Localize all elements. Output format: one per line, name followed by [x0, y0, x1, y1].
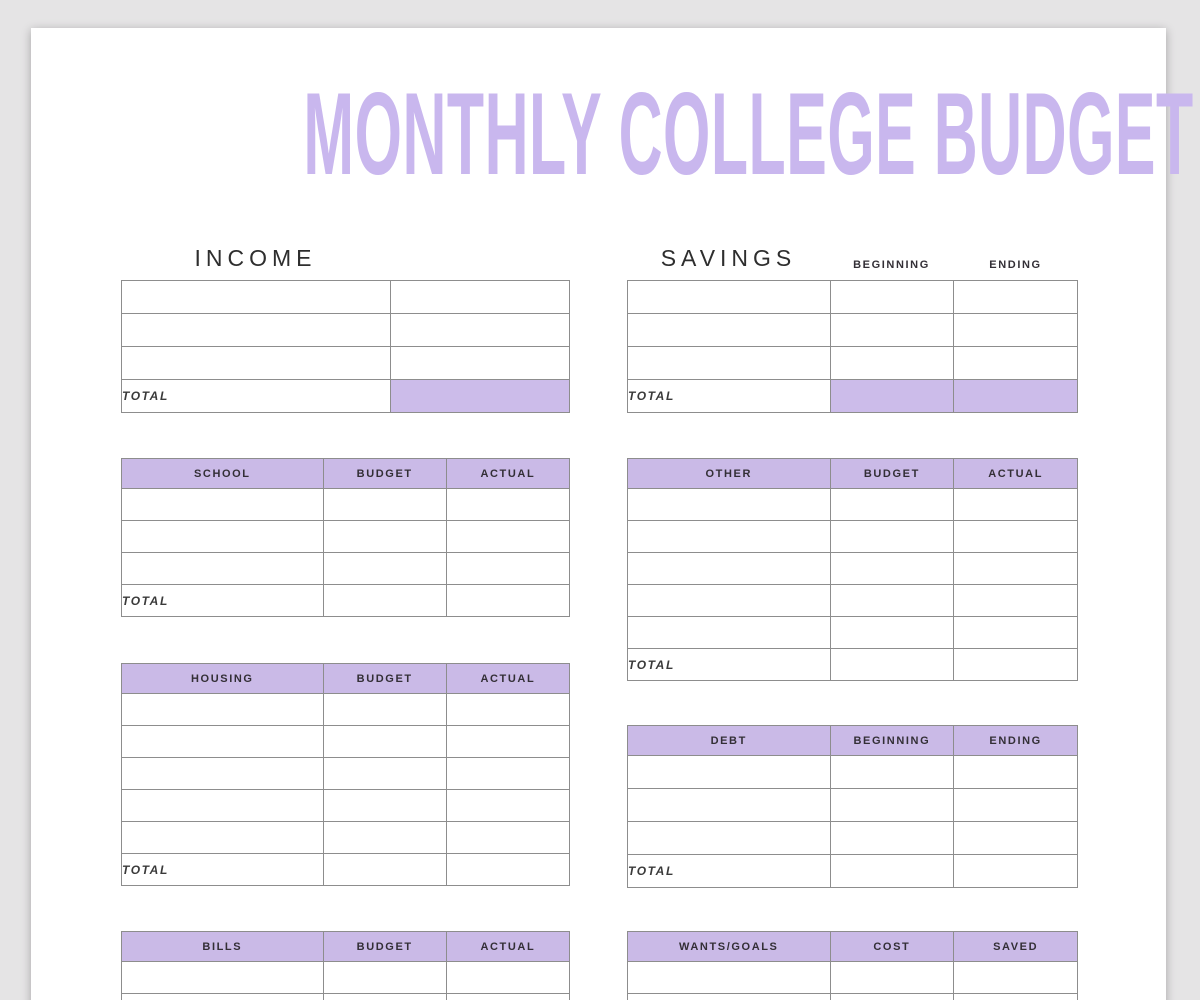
savings-total-beginning-cell	[830, 380, 954, 413]
page-title: MONTHLY COLLEGE BUDGET	[303, 68, 1194, 199]
empty-cell	[446, 854, 569, 886]
actual-column-header: ACTUAL	[446, 459, 569, 489]
other-total-row	[628, 649, 1078, 681]
empty-cell	[830, 962, 954, 994]
table-row	[122, 489, 570, 521]
empty-cell	[628, 617, 831, 649]
empty-cell	[446, 585, 569, 617]
table-row	[122, 553, 570, 585]
debt-total-row	[628, 855, 1078, 888]
empty-cell	[323, 694, 446, 726]
table-row	[122, 694, 570, 726]
debt-table	[627, 725, 1078, 888]
wants-goals-table	[627, 931, 1078, 1000]
empty-cell	[954, 489, 1078, 521]
table-row	[628, 489, 1078, 521]
empty-cell	[830, 617, 954, 649]
housing-total-label: TOTAL	[122, 854, 324, 886]
empty-cell	[954, 789, 1078, 822]
empty-cell	[122, 521, 324, 553]
empty-cell	[323, 553, 446, 585]
empty-cell	[954, 756, 1078, 789]
housing-header-row	[122, 664, 570, 694]
saved-column-header: SAVED	[954, 932, 1078, 962]
empty-cell	[446, 694, 569, 726]
school-header-row	[122, 459, 570, 489]
school-total-label: TOTAL	[122, 585, 324, 617]
other-column-header: OTHER	[628, 459, 831, 489]
debt-header-row	[628, 726, 1078, 756]
other-header-row	[628, 459, 1078, 489]
empty-cell	[323, 489, 446, 521]
savings-ending-column-label: ENDING	[989, 259, 1042, 271]
empty-cell	[830, 789, 954, 822]
table-row	[628, 962, 1078, 994]
empty-cell	[628, 962, 831, 994]
empty-cell	[830, 553, 954, 585]
empty-cell	[446, 994, 569, 1000]
table-row	[628, 822, 1078, 855]
empty-cell	[390, 347, 569, 380]
table-row	[628, 521, 1078, 553]
table-row	[122, 962, 570, 994]
empty-cell	[830, 649, 954, 681]
empty-cell	[323, 790, 446, 822]
table-row	[628, 789, 1078, 822]
savings-total-label: TOTAL	[628, 380, 831, 413]
empty-cell	[954, 994, 1078, 1000]
empty-cell	[122, 822, 324, 854]
empty-cell	[628, 756, 831, 789]
table-row	[628, 617, 1078, 649]
empty-cell	[323, 822, 446, 854]
empty-cell	[323, 521, 446, 553]
empty-cell	[830, 585, 954, 617]
other-table	[627, 458, 1078, 681]
empty-cell	[954, 585, 1078, 617]
income-total-row	[122, 380, 570, 413]
school-table	[121, 458, 570, 617]
empty-cell	[122, 314, 391, 347]
empty-cell	[122, 758, 324, 790]
cost-column-header: COST	[830, 932, 954, 962]
table-row	[628, 314, 1078, 347]
housing-table	[121, 663, 570, 886]
savings-table	[627, 280, 1078, 413]
empty-cell	[830, 281, 954, 314]
empty-cell	[830, 822, 954, 855]
empty-cell	[122, 994, 324, 1000]
empty-cell	[954, 521, 1078, 553]
debt-column-header: DEBT	[628, 726, 831, 756]
empty-cell	[323, 726, 446, 758]
empty-cell	[954, 347, 1078, 380]
income-section-heading: INCOME	[194, 245, 317, 271]
debt-total-label: TOTAL	[628, 855, 831, 888]
savings-section-heading: SAVINGS	[660, 245, 797, 271]
empty-cell	[390, 314, 569, 347]
empty-cell	[954, 822, 1078, 855]
empty-cell	[830, 489, 954, 521]
empty-cell	[446, 822, 569, 854]
table-row	[628, 281, 1078, 314]
bills-header-row	[122, 932, 570, 962]
table-row	[122, 790, 570, 822]
empty-cell	[628, 585, 831, 617]
budget-planner-page	[31, 28, 1194, 1000]
savings-beginning-column-label: BEGINNING	[853, 259, 930, 271]
empty-cell	[446, 553, 569, 585]
table-row	[122, 314, 570, 347]
empty-cell	[446, 962, 569, 994]
school-column-header: SCHOOL	[122, 459, 324, 489]
actual-column-header: ACTUAL	[446, 664, 569, 694]
empty-cell	[628, 553, 831, 585]
empty-cell	[122, 694, 324, 726]
empty-cell	[122, 790, 324, 822]
empty-cell	[323, 854, 446, 886]
school-total-row	[122, 585, 570, 617]
ending-column-header: ENDING	[954, 726, 1078, 756]
table-row	[122, 758, 570, 790]
empty-cell	[830, 756, 954, 789]
empty-cell	[446, 489, 569, 521]
empty-cell	[628, 822, 831, 855]
empty-cell	[446, 726, 569, 758]
empty-cell	[830, 994, 954, 1000]
empty-cell	[323, 994, 446, 1000]
budget-column-header: BUDGET	[830, 459, 954, 489]
empty-cell	[323, 962, 446, 994]
other-total-label: TOTAL	[628, 649, 831, 681]
table-row	[122, 822, 570, 854]
savings-total-row	[628, 380, 1078, 413]
empty-cell	[954, 962, 1078, 994]
table-row	[122, 994, 570, 1000]
table-row	[122, 347, 570, 380]
empty-cell	[446, 790, 569, 822]
table-row	[628, 994, 1078, 1000]
wants-goals-header-row	[628, 932, 1078, 962]
empty-cell	[628, 994, 831, 1000]
empty-cell	[446, 521, 569, 553]
empty-cell	[830, 347, 954, 380]
table-row	[122, 521, 570, 553]
table-row	[628, 756, 1078, 789]
wants-goals-column-header: WANTS/GOALS	[628, 932, 831, 962]
table-row	[122, 726, 570, 758]
savings-total-ending-cell	[954, 380, 1078, 413]
income-total-label: TOTAL	[122, 380, 391, 413]
bills-table	[121, 931, 570, 1000]
housing-total-row	[122, 854, 570, 886]
empty-cell	[628, 789, 831, 822]
empty-cell	[628, 347, 831, 380]
actual-column-header: ACTUAL	[446, 932, 569, 962]
empty-cell	[954, 281, 1078, 314]
empty-cell	[122, 962, 324, 994]
empty-cell	[122, 489, 324, 521]
empty-cell	[954, 617, 1078, 649]
actual-column-header: ACTUAL	[954, 459, 1078, 489]
table-row	[628, 347, 1078, 380]
empty-cell	[830, 521, 954, 553]
empty-cell	[122, 347, 391, 380]
income-total-value-cell	[390, 380, 569, 413]
empty-cell	[830, 314, 954, 347]
income-table	[121, 280, 570, 413]
empty-cell	[390, 281, 569, 314]
empty-cell	[122, 553, 324, 585]
empty-cell	[323, 758, 446, 790]
empty-cell	[954, 649, 1078, 681]
empty-cell	[628, 489, 831, 521]
empty-cell	[830, 855, 954, 888]
empty-cell	[446, 758, 569, 790]
beginning-column-header: BEGINNING	[830, 726, 954, 756]
empty-cell	[628, 521, 831, 553]
empty-cell	[628, 281, 831, 314]
empty-cell	[122, 281, 391, 314]
empty-cell	[954, 855, 1078, 888]
empty-cell	[954, 314, 1078, 347]
housing-column-header: HOUSING	[122, 664, 324, 694]
empty-cell	[323, 585, 446, 617]
table-row	[628, 585, 1078, 617]
table-row	[122, 281, 570, 314]
bills-column-header: BILLS	[122, 932, 324, 962]
table-row	[628, 553, 1078, 585]
budget-column-header: BUDGET	[323, 459, 446, 489]
budget-column-header: BUDGET	[323, 664, 446, 694]
budget-column-header: BUDGET	[323, 932, 446, 962]
empty-cell	[954, 553, 1078, 585]
empty-cell	[122, 726, 324, 758]
empty-cell	[628, 314, 831, 347]
